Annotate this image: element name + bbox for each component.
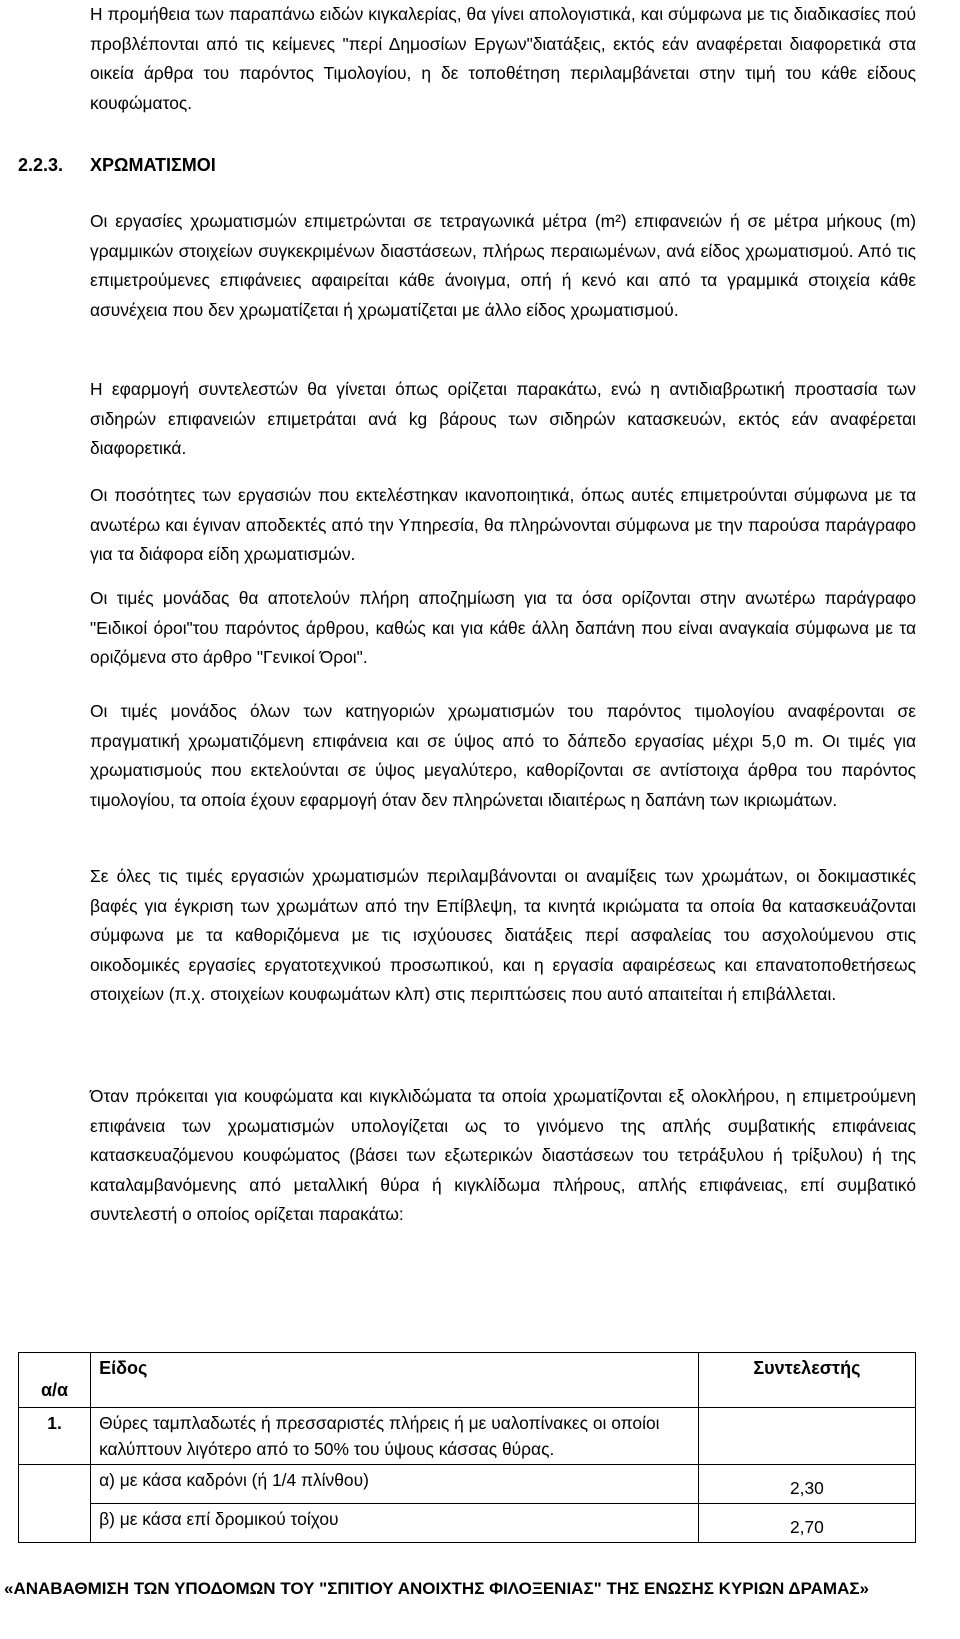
section-title: ΧΡΩΜΑΤΙΣΜΟΙ (90, 155, 216, 175)
paragraph-coefficients: Η εφαρμογή συντελεστών θα γίνεται όπως ορίζεται παρακάτω, ενώ η αντιδιαβρωτική προστασία των σιδηρών επιφανειών επιμετράται ανά kg βάρους των σιδηρών κατασκευών, εκτός εάν αναφέρεται διαφορετικά. (90, 379, 916, 458)
cell-kind: α) με κάσα καδρόνι (ή 1/4 πλίνθου) (91, 1465, 699, 1504)
cell-coefficient (698, 1408, 915, 1465)
cell-aa (19, 1504, 91, 1543)
table-row (19, 1465, 916, 1504)
page-footer: «ΑΝΑΒΑΘΜΙΣΗ ΤΩΝ ΥΠΟΔΟΜΩΝ ΤΟΥ "ΣΠΙΤΙΟΥ ΑΝΟΙΧΤΗΣ ΦΙΛΟΞΕΝΙΑΣ" ΤΗΣ ΕΝΩΣΗΣ ΚΥΡΙΩΝ ΔΡΑΜΑΣ» (4, 1579, 870, 1598)
table-row (19, 1408, 916, 1465)
table-row (19, 1504, 916, 1543)
coefficients-table (18, 1352, 916, 1543)
cell-kind: Θύρες ταμπλαδωτές ή πρεσσαριστές πλήρεις ή με υαλοπίνακες οι οποίοι καλύπτουν λιγότερο από το 50% του ύψους κάσσας θύρας. (91, 1408, 699, 1465)
paragraph-included-works: Σε όλες τις τιμές εργασιών χρωματισμών περιλαμβάνονται οι αναμίξεις των χρωμάτων, οι δοκιμαστικές βαφές για έγκριση των χρωμάτων από την Επίβλεψη, τα κινητά ικριώματα τα οποία θα κατασκευάζονται σύμφωνα με τα καθοριζόμενα με τις ισχύουσες διατάξεις περί ασφαλείας του ασχολούμενου στις οικοδομικές εργασίες εργατοτεχνικού προσωπικού, και η εργασία αφαιρέσεως και επανατοποθετήσεως στοιχείων (π.χ. στοιχείων κουφωμάτων κλπ) στις περιπτώσεις που αυτό απαιτείται ή επιβάλλεται. (90, 866, 916, 1004)
cell-coefficient: 2,70 (698, 1504, 915, 1543)
section-heading (18, 155, 216, 176)
section-number: 2.2.3. (18, 155, 64, 175)
cell-aa: 1. (19, 1408, 91, 1465)
paragraph-height-limits: Οι τιμές μονάδος όλων των κατηγοριών χρωματισμών του παρόντος τιμολογίου αναφέρονται σε πραγματική χρωματιζόμενη επιφάνεια και σε ύψος από το δάπεδο εργασίας μέχρι 5,0 m. Οι τιμές για χρωματισμούς που εκτελούνται σε ύψος μεγαλύτερο, καθορίζονται σε αντίστοιχα άρθρα του παρόντος τιμολογίου, τα οποία έχουν εφαρμογή όταν δεν πληρώνεται ιδιαιτέρως η δαπάνη των ικριωμάτων. (90, 701, 916, 810)
cell-aa (19, 1465, 91, 1504)
paragraph-unit-prices: Οι τιμές μονάδας θα αποτελούν πλήρη αποζημίωση για τα όσα ορίζονται στην ανωτέρω παράγραφο "Ειδικοί όροι"του παρόντος άρθρου, καθώς και για κάθε άλλη δαπάνη που είναι αναγκαία σύμφωνα με τα οριζόμενα στο άρθρο "Γενικοί Όροι". (90, 588, 916, 667)
cell-coefficient: 2,30 (698, 1465, 915, 1504)
header-aa: α/α (19, 1353, 91, 1408)
intro-paragraph: Η προμήθεια των παραπάνω ειδών κιγκαλερίας, θα γίνει απολογιστικά, και σύμφωνα με τις διαδικασίες πού προβλέπονται από τις κείμενες "περί Δημοσίων Εργων"διατάξεις, εκτός εάν αναφέρεται διαφορετικά στα οικεία άρθρα του παρόντος Τιμολογίου, η δε τοποθέτηση περιλαμβάνεται στην τιμή του κάθε είδους κουφώματος. (90, 4, 916, 113)
cell-kind: β) με κάσα επί δρομικού τοίχου (91, 1504, 699, 1543)
header-kind: Είδος (91, 1353, 699, 1408)
paragraph-frames: Όταν πρόκειται για κουφώματα και κιγκλιδώματα τα οποία χρωματίζονται εξ ολοκλήρου, η επιμετρούμενη επιφάνεια των χρωματισμών υπολογίζεται ως το γινόμενο της απλής συμβατικής επιφάνειας κατασκευαζόμενου κουφώματος (βάσει των εξωτερικών διαστάσεων του τετράξυλου ή τρίξυλου) ή της καταλαμβανόμενης από μεταλλική θύρα ή κιγκλίδωμα πλήρους, απλής επιφάνειας, επί συμβατικό συντελεστή ο οποίος ορίζεται παρακάτω: (90, 1086, 916, 1224)
paragraph-quantities: Οι ποσότητες των εργασιών που εκτελέστηκαν ικανοποιητικά, όπως αυτές επιμετρούνται σύμφωνα με τα ανωτέρω και έγιναν αποδεκτές από την Υπηρεσία, θα πληρώνονται σύμφωνα με την παρούσα παράγραφο για τα διάφορα είδη χρωματισμών. (90, 485, 916, 564)
table-header-row (19, 1353, 916, 1408)
paragraph-measurement: Οι εργασίες χρωματισμών επιμετρώνται σε τετραγωνικά μέτρα (m²) επιφανειών ή σε μέτρα μήκους (m) γραμμικών στοιχείων συγκεκριμένων διαστάσεων, πλήρως περαιωμένων, ανά είδος χρωματισμού. Από τις επιμετρούμενες επιφάνειες αφαιρείται κάθε άνοιγμα, οπή ή κενό και από τα γραμμικά στοιχεία κάθε ασυνέχεια που δεν χρωματίζεται ή χρωματίζεται με άλλο είδος χρωματισμού. (90, 211, 916, 320)
header-coefficient: Συντελεστής (698, 1353, 915, 1408)
